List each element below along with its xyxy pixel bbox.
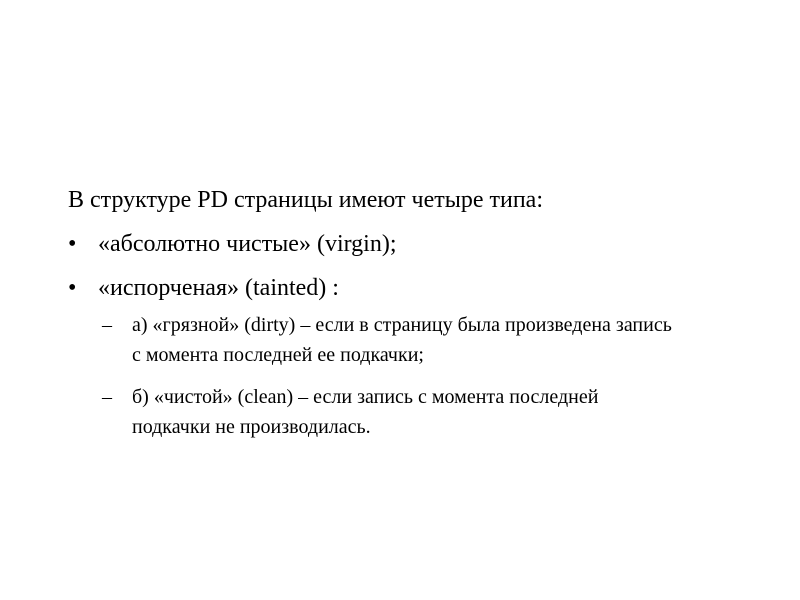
sub-bullet-item-clean — [68, 382, 672, 442]
sub-bullet-text: б) «чистой» (clean) – если запись с момента последней подкачки не производилась. — [132, 386, 599, 438]
bullet-item-virgin — [68, 222, 748, 266]
dash-marker: – — [102, 386, 112, 408]
slide-content — [68, 178, 748, 454]
dash-marker: – — [102, 314, 112, 336]
sub-bullet-list — [68, 310, 748, 442]
bullet-text: «испорченая» (tainted) : — [98, 275, 339, 301]
bullet-marker: • — [68, 275, 77, 301]
bullet-marker: • — [68, 231, 77, 257]
sub-bullet-item-dirty — [68, 310, 672, 370]
bullet-text: «абсолютно чистые» (virgin); — [98, 231, 397, 257]
bullet-item-tainted — [68, 266, 748, 310]
sub-bullet-text: а) «грязной» (dirty) – если в страницу была произведена запись с момента последней ее подкачки; — [132, 314, 672, 366]
bullet-list — [68, 222, 748, 310]
intro-text: В структуре PD страницы имеют четыре типа: — [68, 187, 543, 213]
